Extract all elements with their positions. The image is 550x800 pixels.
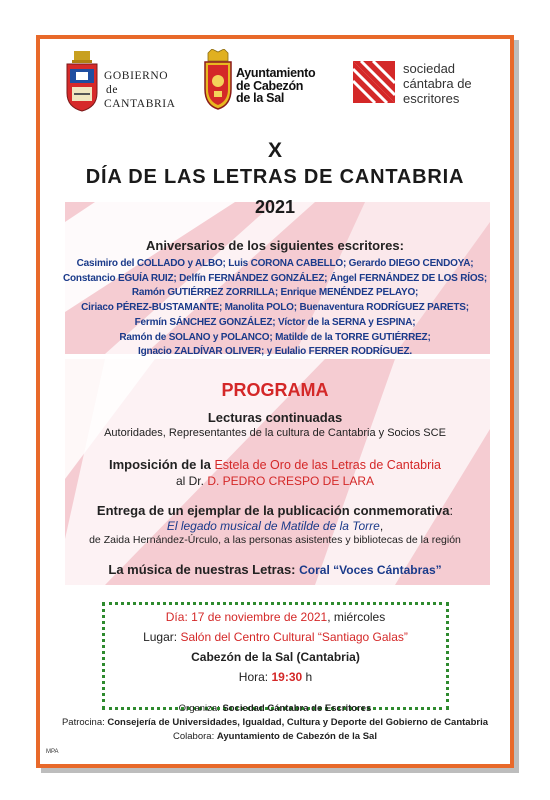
event-city: Cabezón de la Sal (Cantabria) xyxy=(191,650,360,664)
patrocina-label: Patrocina: xyxy=(61,717,108,728)
logo-line: GOBIERNO xyxy=(104,70,169,82)
entrega-block xyxy=(40,503,510,546)
imposicion-detail xyxy=(40,474,510,488)
writers-line: Ciriaco PÉREZ-BUSTAMANTE; Manolita POLO; Buenaventura RODRÍGUEZ PARETS; xyxy=(81,302,469,314)
logo-line: escritores xyxy=(403,91,460,106)
imposicion-block xyxy=(40,457,510,488)
entrega-colon: : xyxy=(449,503,454,518)
logo-line: CANTABRIA xyxy=(104,98,176,110)
footer-colabora xyxy=(40,731,510,742)
footer-patrocina xyxy=(40,717,510,728)
logo-line: de Cabezón xyxy=(236,78,304,93)
poster-title: DÍA DE LAS LETRAS DE CANTABRIA xyxy=(85,166,465,188)
event-details-box xyxy=(102,602,449,710)
programa-heading: PROGRAMA xyxy=(221,380,329,400)
footer-organiza xyxy=(40,703,510,714)
lecturas-title: Lecturas continuadas xyxy=(207,410,343,425)
writers-list xyxy=(55,257,495,360)
logo-line: Ayuntamiento xyxy=(236,66,316,80)
writers-line: Casimiro del COLLADO y ALBO; Luis CORONA CABELLO; Gerardo DIEGO CENDOYA; xyxy=(76,258,474,269)
logo-gobierno-cantabria xyxy=(64,47,189,119)
logo-ayuntamiento xyxy=(202,47,332,119)
event-date xyxy=(105,610,446,624)
estela-de-oro: Estela de Oro de las Letras de Cantabria xyxy=(214,458,441,472)
logo-sociedad-escritores xyxy=(351,47,491,119)
logo-bar xyxy=(64,47,494,119)
book-title-text: El legado musical de Matilde de la Torre xyxy=(166,519,380,533)
organiza-label: Organiza: xyxy=(178,703,223,714)
book-comma: , xyxy=(379,519,384,533)
place-value: Salón del Centro Cultural “Santiago Galas” xyxy=(180,630,408,644)
municipal-shield-icon xyxy=(202,49,234,111)
logo-line: sociedad xyxy=(403,61,456,76)
imposicion-title xyxy=(40,457,510,472)
imposicion-prefix: Imposición de la xyxy=(109,457,215,472)
gobierno-cantabria-text xyxy=(104,69,176,111)
organiza-value: Sociedad Cántabra de Escritores xyxy=(222,703,372,714)
honoree-name: D. PEDRO CRESPO DE LARA xyxy=(207,474,375,488)
musica-title: La música de nuestras Letras: xyxy=(108,562,300,577)
poster-year: 2021 xyxy=(254,197,296,217)
anniversaries-heading: Aniversarios de los siguientes escritores: xyxy=(146,238,404,253)
writers-line: Constancio EGUÍA RUIZ; Delfín FERNÁNDEZ GONZÁLEZ; Ángel FERNÁNDEZ DE LOS RÍOS; xyxy=(62,272,488,284)
entrega-detail: de Zaida Hernández-Úrculo, a las personas asistentes y bibliotecas de la región xyxy=(89,534,461,546)
date-label: Día: xyxy=(165,610,192,624)
colabora-label: Colabora: xyxy=(173,731,217,742)
time-suffix: h xyxy=(302,670,313,684)
logo-line: de la Sal xyxy=(236,91,285,105)
time-value: 19:30 xyxy=(271,670,303,684)
coat-of-arms-icon xyxy=(64,51,100,113)
writers-line: Fermín SÁNCHEZ GONZÁLEZ; Víctor de la SERNA y ESPINA; xyxy=(134,316,416,328)
sce-logo-icon xyxy=(351,59,397,105)
date-suffix: , miércoles xyxy=(327,610,386,624)
time-label: Hora: xyxy=(238,670,272,684)
event-time xyxy=(105,670,446,684)
musica-block xyxy=(40,562,510,577)
writers-line: Ramón GUTIÉRREZ ZORRILLA; Enrique MENÉNDEZ PELAYO; xyxy=(131,287,419,299)
sociedad-text xyxy=(403,61,472,106)
entrega-title-text: Entrega de un ejemplar de la publicación conmemorativa xyxy=(96,503,450,518)
date-value: 17 de noviembre de 2021 xyxy=(191,610,328,624)
logo-line: cántabra de xyxy=(403,76,472,91)
writers-line: Ramón de SOLANO y POLANCO; Matilde de la TORRE GUTIÉRREZ; xyxy=(119,331,431,343)
ayuntamiento-text xyxy=(236,67,315,105)
entrega-title xyxy=(40,503,510,518)
coral-name: Coral “Voces Cántabras” xyxy=(299,563,442,577)
lecturas-detail: Autoridades, Representantes de la cultura de Cantabria y Socios SCE xyxy=(104,427,446,439)
event-place xyxy=(105,630,446,644)
book-title xyxy=(40,519,510,533)
colabora-value: Ayuntamiento de Cabezón de la Sal xyxy=(216,731,377,742)
logo-line: de xyxy=(106,84,119,96)
poster-frame xyxy=(36,35,514,768)
musica-line xyxy=(40,562,510,577)
imposicion-detail-prefix: al Dr. xyxy=(175,474,208,488)
credit-mark: MPA xyxy=(46,749,59,755)
patrocina-value: Consejería de Universidades, Igualdad, Cultura y Deporte del Gobierno de Cantabria xyxy=(107,717,489,728)
writers-line: Ignacio ZALDÍVAR OLIVER; y Eulalio FERRER RODRÍGUEZ. xyxy=(138,346,412,358)
lecturas-block xyxy=(40,410,510,439)
place-label: Lugar: xyxy=(143,630,181,644)
edition-number: X xyxy=(267,139,282,162)
